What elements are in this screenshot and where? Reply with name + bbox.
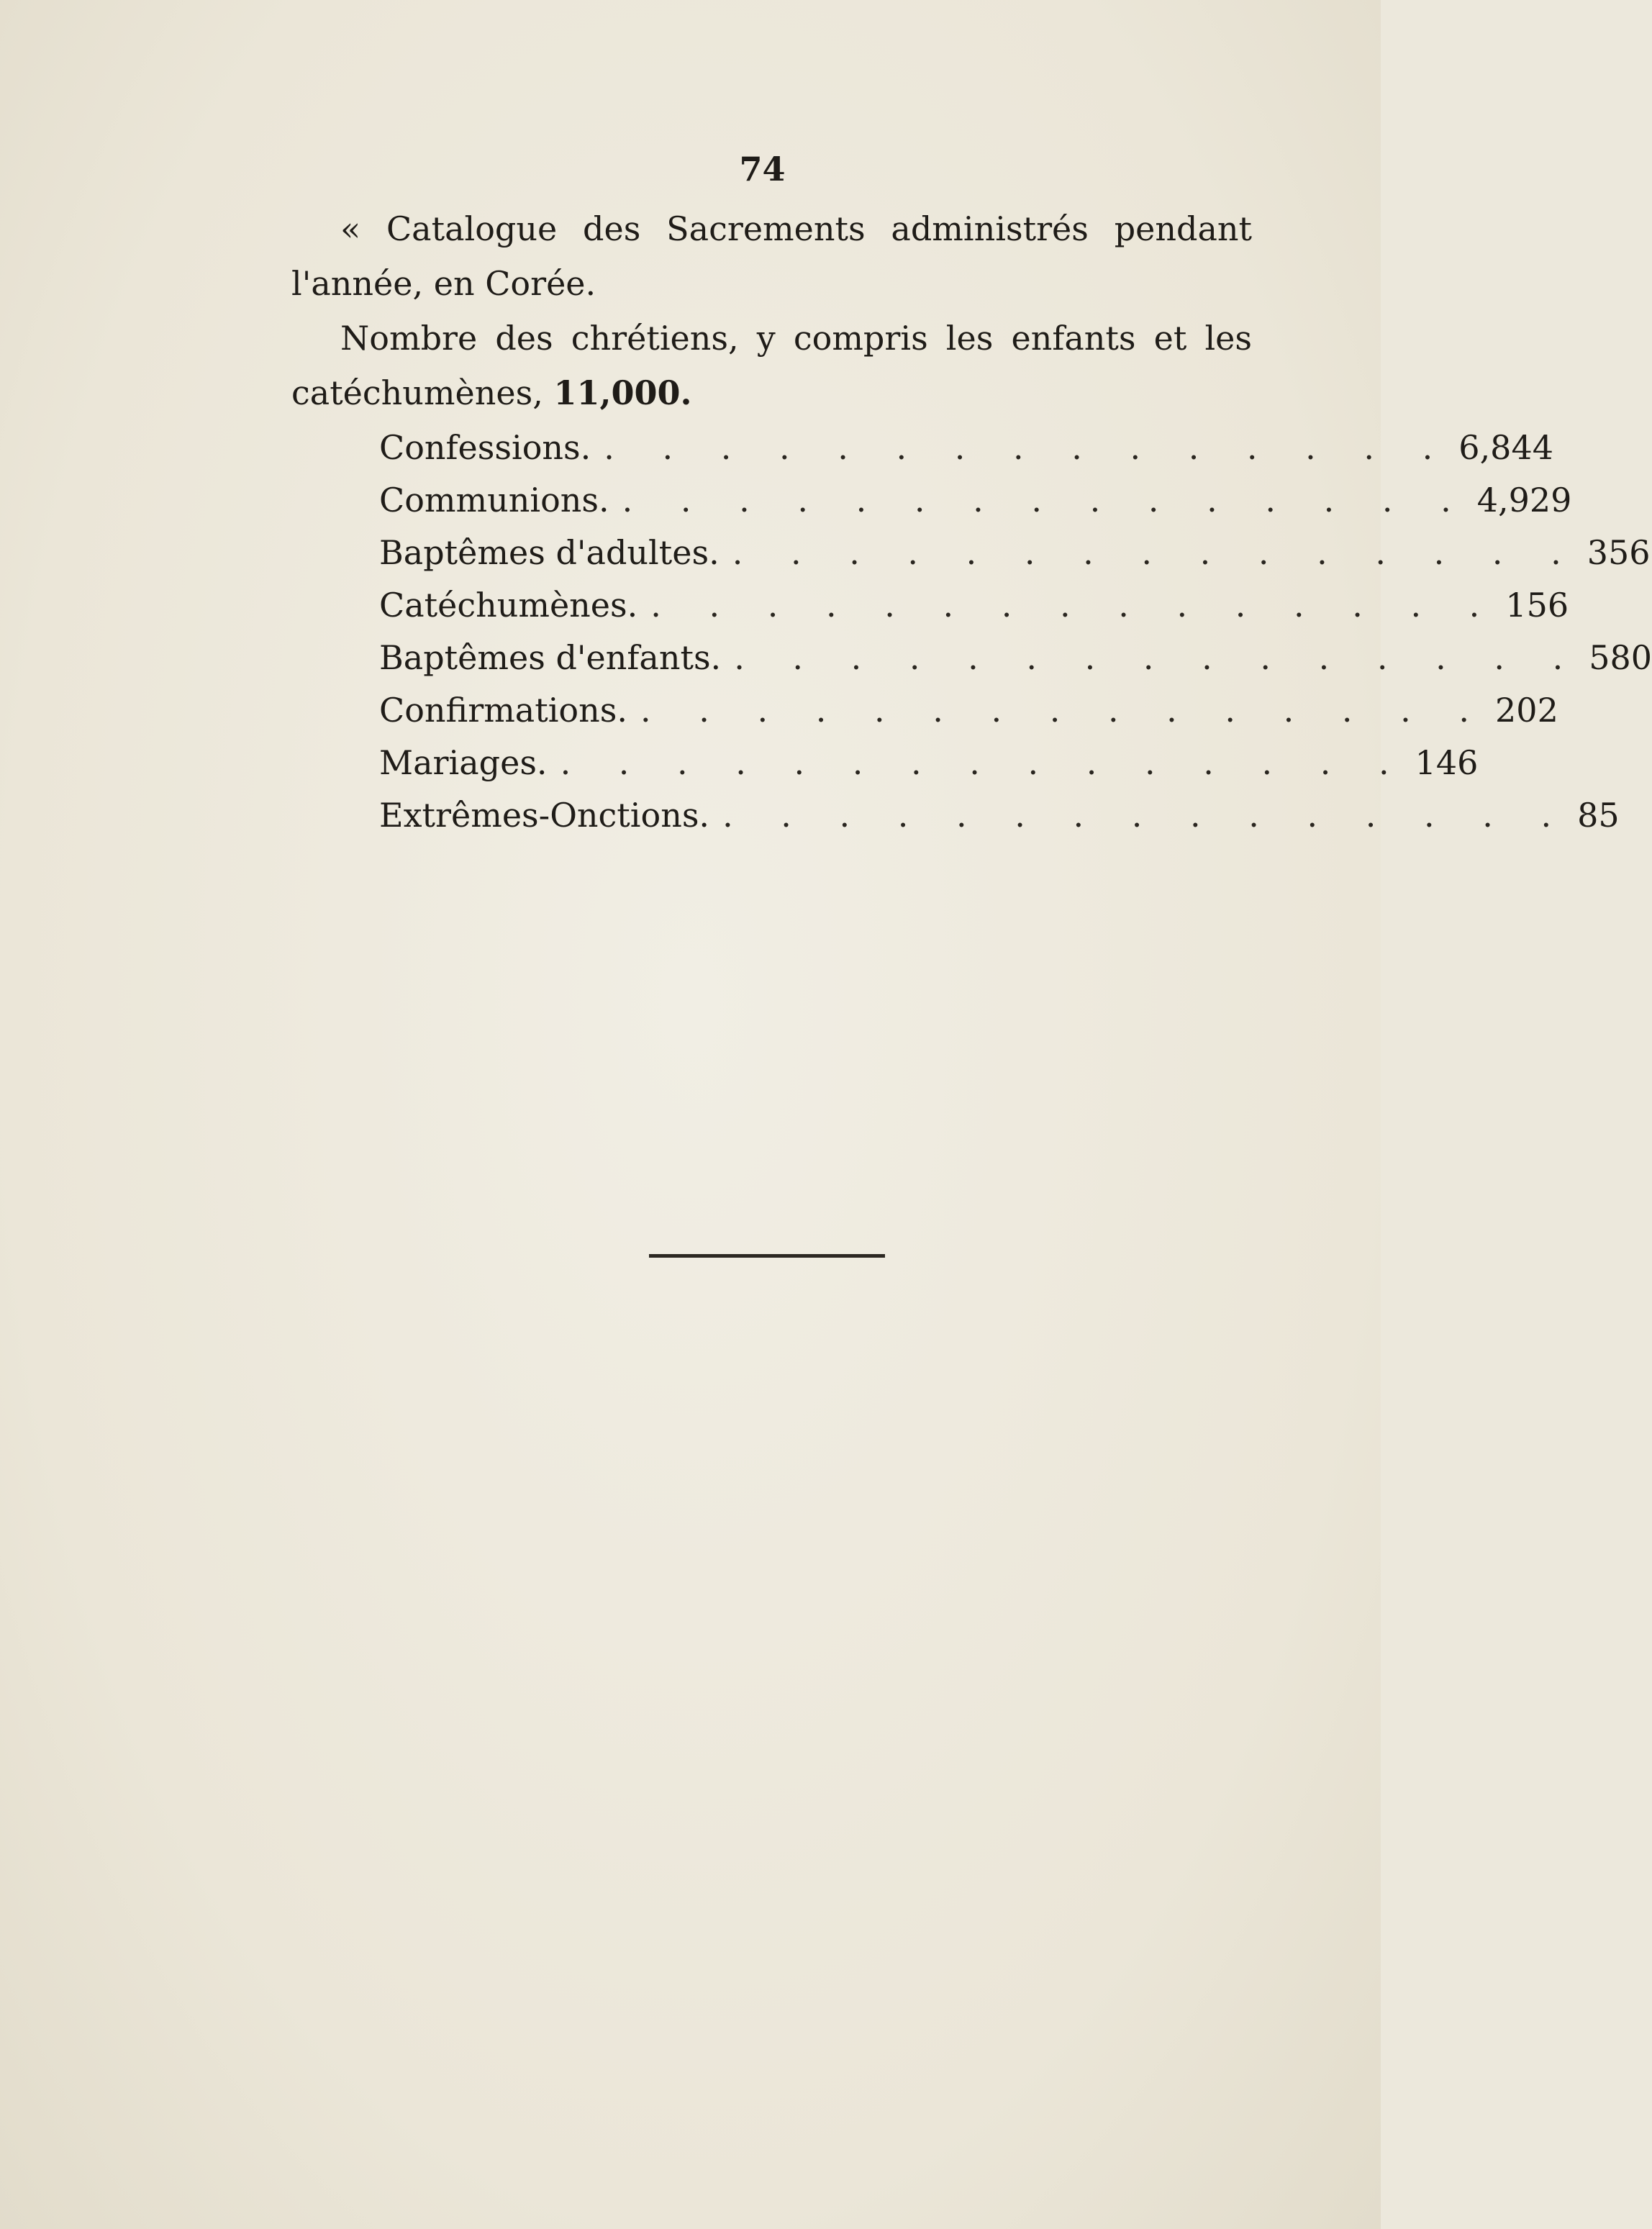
row-value: 156	[1505, 586, 1569, 625]
table-row	[379, 525, 1651, 578]
table-row	[379, 578, 1569, 630]
dot-leader: . . . . . . . . . . . . . . .	[604, 428, 1452, 467]
row-label: Baptêmes d'enfants.	[379, 638, 722, 677]
sacraments-table	[291, 420, 1652, 840]
table-row	[379, 735, 1479, 788]
row-value: 580	[1589, 638, 1652, 677]
row-label: Confessions.	[379, 428, 591, 467]
section-divider	[649, 1254, 885, 1258]
row-label: Communions.	[379, 481, 609, 519]
population-text: Nombre des chrétiens, y compris les enfants et les catéchumènes,	[291, 319, 1252, 412]
table-row	[379, 683, 1558, 735]
row-value: 202	[1495, 691, 1558, 730]
dot-leader: . . . . . . . . . . . . . . .	[734, 638, 1582, 677]
dot-leader: . . . . . . . . . . . . . . .	[560, 743, 1408, 782]
row-label: Mariages.	[379, 743, 548, 782]
table-row	[379, 788, 1620, 840]
dot-leader: . . . . . . . . . . . . . . .	[732, 533, 1580, 572]
row-label: Catéchumènes.	[379, 586, 638, 625]
catalogue-heading: « Catalogue des Sacrements administrés pendant l'année, en Corée.	[291, 209, 1252, 303]
row-value: 356	[1587, 533, 1651, 572]
dot-leader: . . . . . . . . . . . . . . .	[722, 796, 1571, 835]
row-label: Baptêmes d'adultes.	[379, 533, 720, 572]
row-value: 4,929	[1476, 481, 1572, 519]
table-row	[379, 630, 1652, 683]
page-number: 74	[739, 150, 786, 189]
population-value: 11,000.	[553, 373, 692, 412]
dot-leader: . . . . . . . . . . . . . . .	[650, 586, 1499, 625]
row-label: Confirmations.	[379, 691, 627, 730]
row-value: 6,844	[1458, 428, 1553, 467]
text-block	[291, 201, 1652, 840]
table-row	[379, 420, 1553, 473]
table-row	[379, 473, 1572, 525]
row-value: 85	[1577, 796, 1620, 835]
dot-leader: . . . . . . . . . . . . . . .	[640, 691, 1489, 730]
population-paragraph	[291, 311, 1252, 420]
row-label: Extrêmes-Onctions.	[379, 796, 710, 835]
row-value: 146	[1415, 743, 1479, 782]
dot-leader: . . . . . . . . . . . . . . .	[622, 481, 1470, 519]
